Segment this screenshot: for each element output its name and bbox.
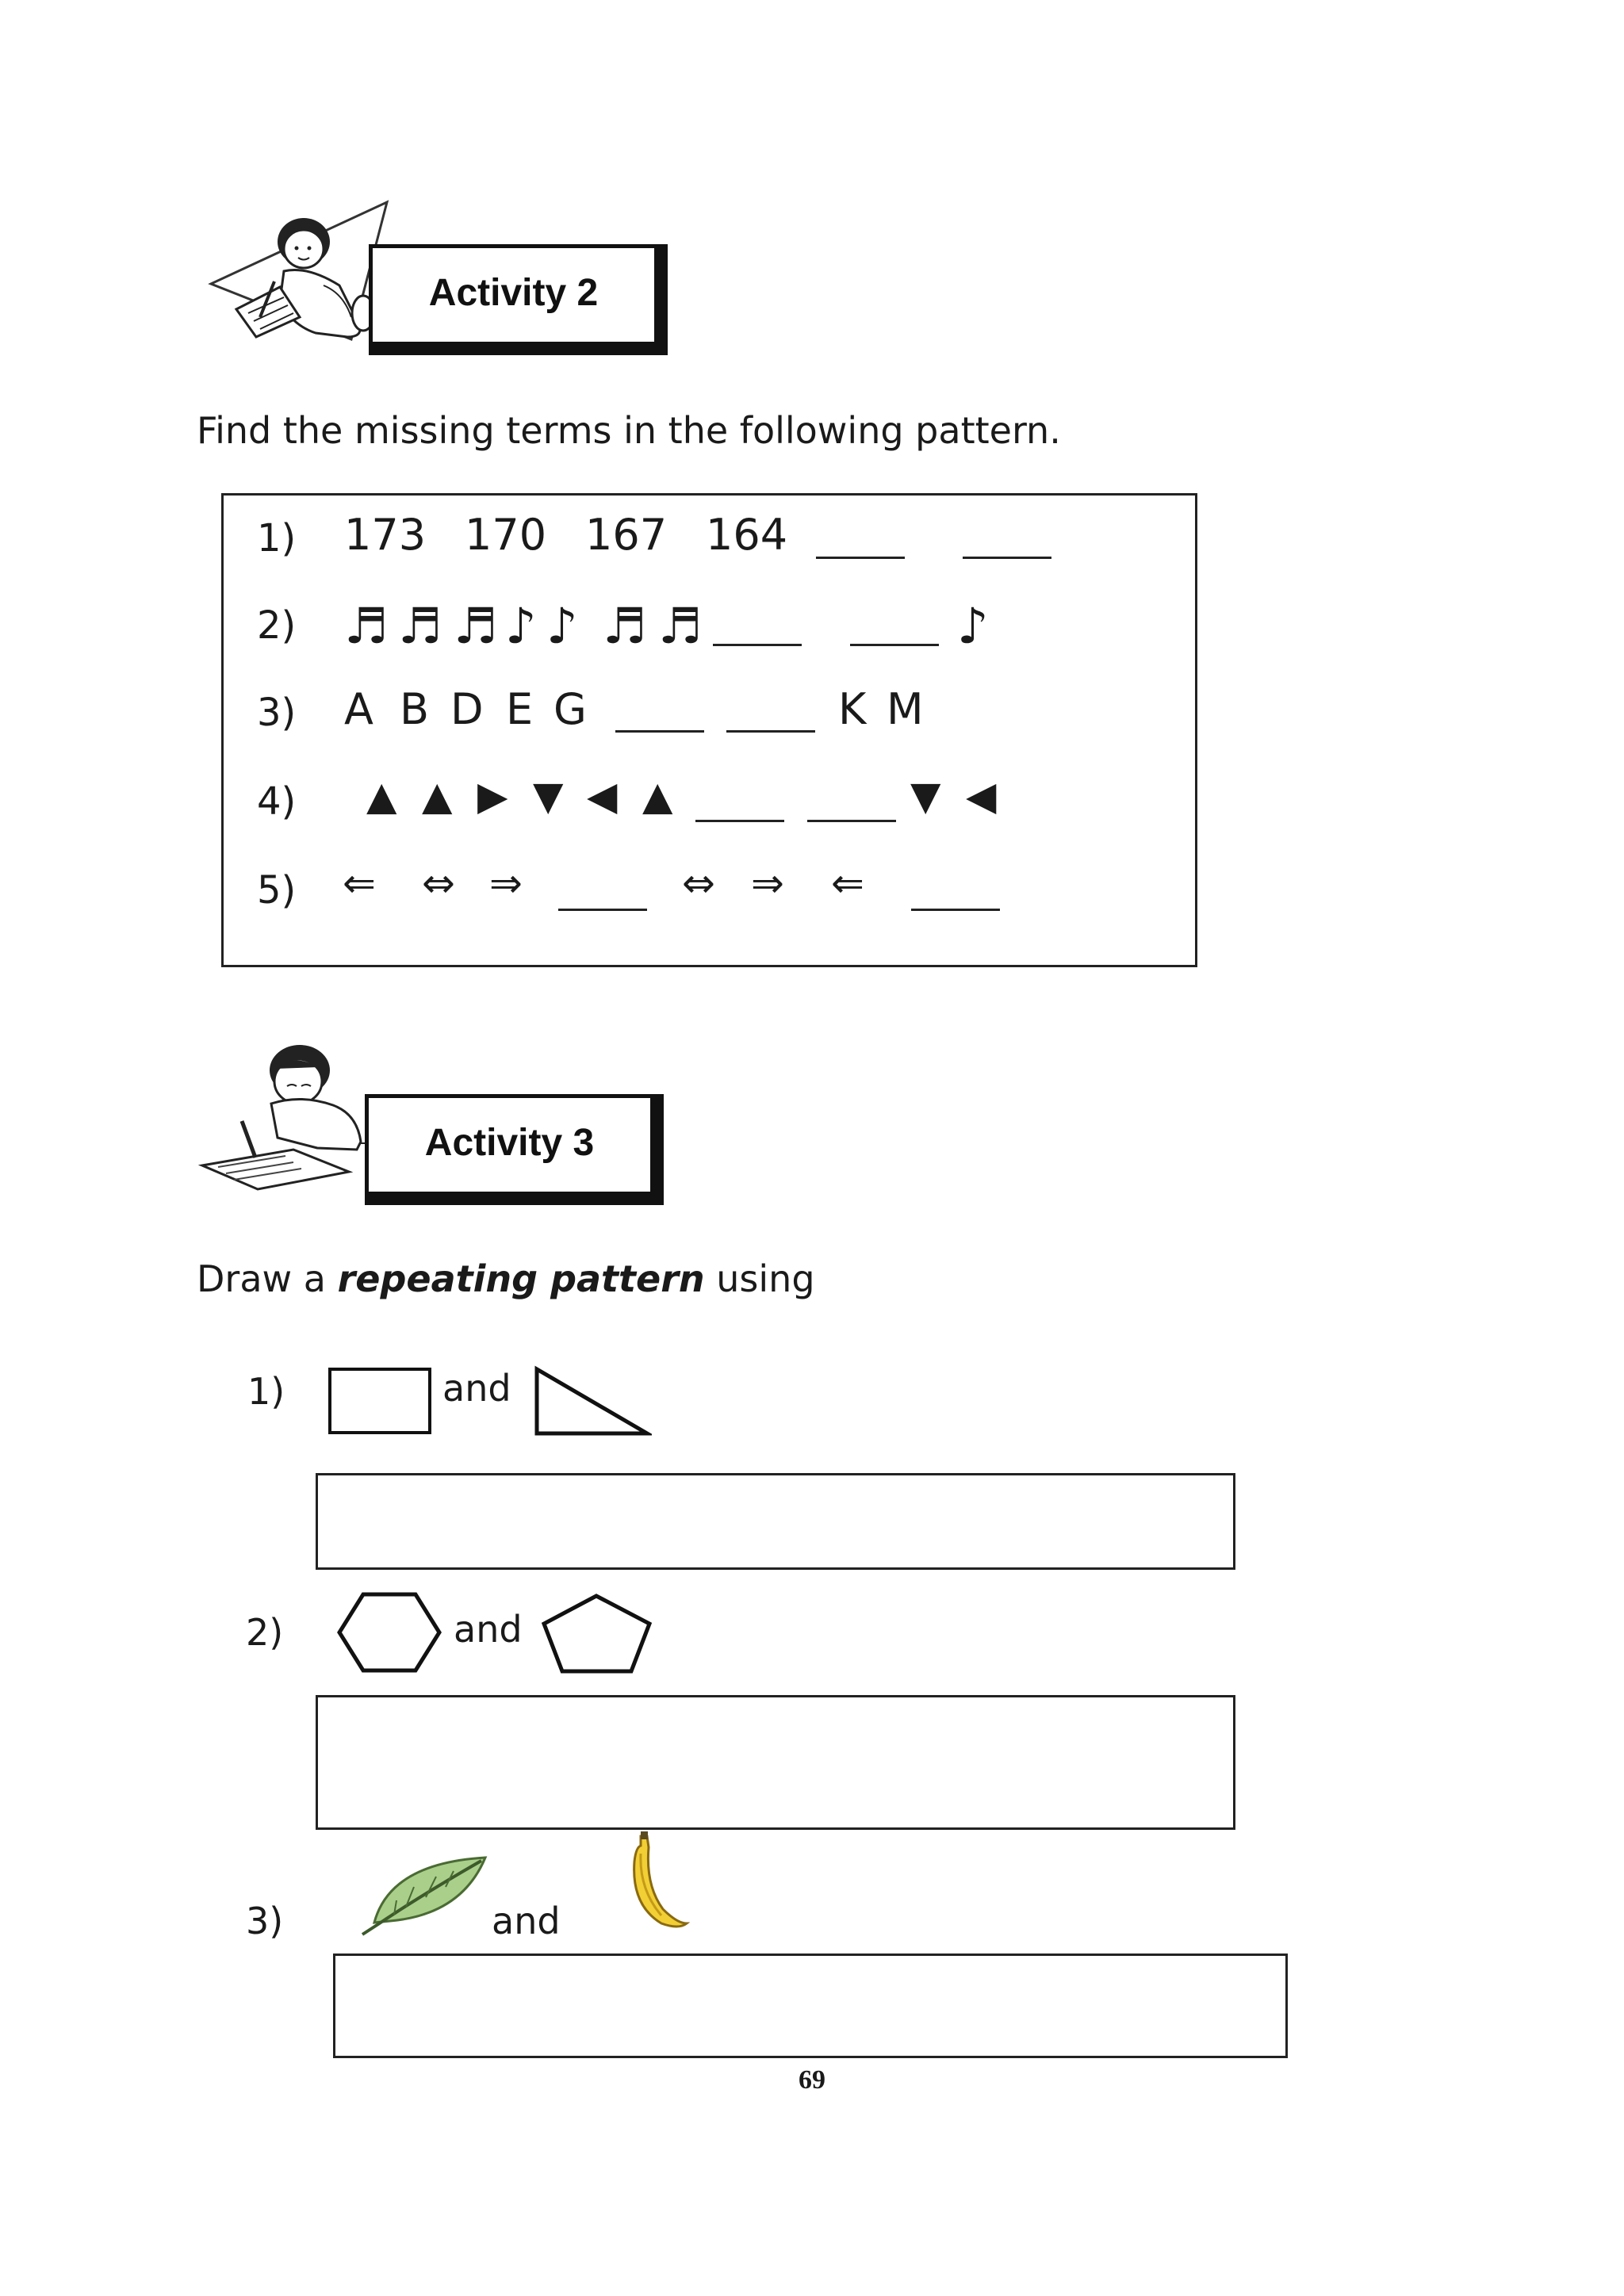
letter-term: A [344,684,373,734]
double-arrow-both-icon: ⇔ [682,860,715,906]
row-label: 2) [257,603,297,648]
double-note-icon: ♬ [603,597,647,655]
triangle-up-icon: ▲ [422,773,453,819]
pattern-box [221,493,1197,967]
answer-blank[interactable] [558,909,647,911]
answer-blank[interactable] [816,557,905,559]
row-label: 5) [257,868,297,913]
row-label: 3) [257,691,297,735]
number-term: 164 [706,510,788,560]
boy-writing-illustration [198,1039,389,1197]
letter-term: D [450,684,484,734]
question-label: 2) [246,1611,284,1654]
answer-blank[interactable] [807,820,896,822]
activity-3-banner [365,1094,666,1205]
double-note-icon: ♬ [454,597,498,655]
triangle-right-icon: ▶ [477,773,508,819]
letter-term: B [400,684,430,734]
letter-term: M [887,684,924,734]
double-arrow-left-icon: ⇐ [831,860,864,906]
activity-3-title: Activity 3 [424,1122,595,1164]
instruction-post: using [704,1257,815,1300]
letter-term: K [838,684,867,734]
double-arrow-right-icon: ⇒ [489,860,523,906]
answer-box-1[interactable] [316,1473,1235,1570]
number-term: 167 [585,510,668,560]
single-note-icon: ♪ [505,597,537,655]
right-triangle-icon [533,1365,652,1438]
and-label: and [442,1367,511,1410]
and-label: and [454,1608,523,1651]
hexagon-icon [335,1590,444,1674]
activity-2-title: Activity 2 [428,272,599,314]
girl-drawing-illustration [205,198,395,349]
triangle-left-icon: ◀ [966,773,997,819]
row-label: 1) [257,516,297,561]
answer-blank[interactable] [713,644,802,646]
double-note-icon: ♬ [658,597,703,655]
answer-blank[interactable] [615,730,704,733]
instruction-pre: Draw a [197,1257,338,1300]
question-label: 1) [247,1370,285,1413]
activity-2-instruction: Find the missing terms in the following pattern. [197,409,1061,452]
page-number: 69 [799,2065,825,2095]
letter-term: E [506,684,534,734]
question-label: 3) [246,1900,284,1942]
answer-blank[interactable] [695,820,784,822]
single-note-icon: ♪ [957,597,989,655]
row-label: 4) [257,779,297,824]
pentagon-icon [539,1592,654,1676]
triangle-left-icon: ◀ [587,773,618,819]
rectangle-icon [328,1368,431,1434]
banana-icon [623,1830,695,1933]
answer-blank[interactable] [726,730,815,733]
answer-box-2[interactable] [316,1695,1235,1830]
triangle-up-icon: ▲ [642,773,673,819]
number-term: 170 [465,510,547,560]
double-arrow-left-icon: ⇐ [343,860,376,906]
activity-3-instruction [197,1257,815,1300]
triangle-up-icon: ▲ [366,773,397,819]
answer-box-3[interactable] [333,1954,1288,2058]
activity-2-banner [369,244,670,355]
letter-term: G [553,684,587,734]
double-note-icon: ♬ [398,597,442,655]
and-label: and [492,1900,561,1942]
answer-blank[interactable] [911,909,1000,911]
instruction-emphasis: repeating pattern [337,1257,705,1300]
double-arrow-right-icon: ⇒ [751,860,784,906]
answer-blank[interactable] [850,644,939,646]
single-note-icon: ♪ [546,597,578,655]
answer-blank[interactable] [963,557,1051,559]
leaf-icon [358,1851,493,1938]
double-note-icon: ♬ [344,597,389,655]
number-term: 173 [344,510,427,560]
double-arrow-both-icon: ⇔ [422,860,455,906]
triangle-down-icon: ▼ [533,773,564,819]
triangle-down-icon: ▼ [910,773,941,819]
